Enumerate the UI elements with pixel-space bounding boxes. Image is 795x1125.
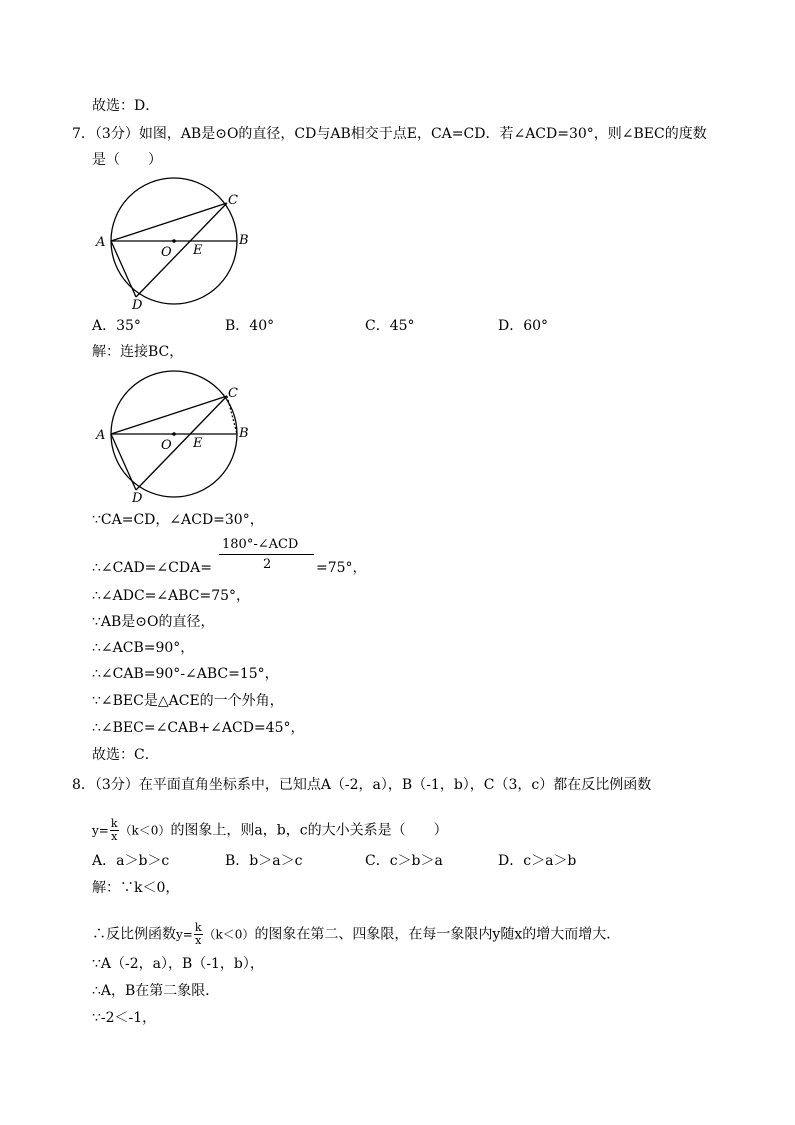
label-e-2: E <box>193 436 203 451</box>
q7-step-1: ∵CA=CD，∠ACD=30°， <box>92 512 264 528</box>
q8-solution-2-numerator: k <box>194 921 202 934</box>
q7-step-2-suffix: =75°， <box>316 560 367 576</box>
q8-option-a: A．a＞b＞c <box>92 853 170 869</box>
q7-solution-intro: 解：连接BC， <box>92 344 184 360</box>
q7-option-d: D．60° <box>498 318 549 334</box>
q8-option-c: C．c＞b＞a <box>365 853 443 869</box>
q7-option-b: B．40° <box>225 318 275 334</box>
label-o-2: O <box>161 438 172 453</box>
q8-solution-2-denominator: x <box>195 934 202 947</box>
q7-answer: 故选：C． <box>92 747 159 763</box>
q8-solution-2 <box>92 922 620 947</box>
q8-stem-line2 <box>92 818 448 843</box>
q7-option-c: C．45° <box>365 318 415 334</box>
q8-func-denominator: x <box>111 830 118 843</box>
q7-solution-figure <box>92 368 267 508</box>
q8-solution-1: 解：∵k＜0， <box>92 880 180 896</box>
q7-step-3: ∴∠ADC=∠ABC=75°， <box>92 588 251 604</box>
q8-stem-line1: 8．（3分）在平面直角坐标系中，已知点A（-2，a），B（-1，b），C（3，c）都在反比例函数 <box>72 777 652 793</box>
q7-stem-line2: 是（ ） <box>92 152 162 168</box>
label-o: O <box>161 245 172 260</box>
q8-stem-line2-suffix: 的图象上，则a，b，c的大小关系是（ ） <box>170 822 448 839</box>
q7-option-a: A．35° <box>92 318 141 334</box>
q8-solution-2-fraction <box>194 922 203 947</box>
label-b-2: B <box>239 426 249 441</box>
label-b: B <box>239 233 249 248</box>
q7-step-4: ∵AB是⊙O的直径， <box>92 614 215 630</box>
q7-step-2-fraction-bar <box>219 554 314 555</box>
q8-func-fraction <box>110 818 119 843</box>
q7-stem-line1: 7．（3分）如图，AB是⊙O的直径，CD与AB相交于点E，CA=CD．若∠ACD=30°，则∠BEC的度数 <box>72 126 707 142</box>
label-a: A <box>96 235 106 250</box>
q8-solution-2-condition: （k＜0） <box>203 927 255 942</box>
q8-solution-2-func-prefix: y= <box>176 927 193 942</box>
q8-solution-3: ∵A（-2，a），B（-1，b）， <box>92 956 264 972</box>
label-e: E <box>193 243 203 258</box>
label-c-2: C <box>228 386 238 401</box>
q7-step-7: ∵∠BEC是△ACE的一个外角， <box>92 693 284 709</box>
q7-step-2-denominator: 2 <box>263 557 272 572</box>
q7-step-8: ∴∠BEC=∠CAB+∠ACD=45°， <box>92 720 305 736</box>
q8-func-numerator: k <box>110 817 118 830</box>
label-c: C <box>228 193 238 208</box>
q7-figure-circle <box>92 176 267 311</box>
q7-step-2-numerator: 180°-∠ACD <box>222 537 299 552</box>
q8-solution-4: ∴A，B在第二象限． <box>92 983 220 999</box>
q7-step-5: ∴∠ACB=90°， <box>92 640 195 656</box>
q8-option-b: B．b＞a＞c <box>225 853 303 869</box>
q8-func-condition: （k＜0） <box>119 823 171 838</box>
q8-solution-2-prefix: ∴反比例函数 <box>92 926 176 943</box>
q8-func-prefix: y= <box>92 823 109 838</box>
q7-step-6: ∴∠CAB=90°-∠ABC=15°， <box>92 666 279 682</box>
q8-solution-2-suffix: 的图象在第二、四象限，在每一象限内y随x的增大而增大． <box>254 926 621 943</box>
label-d: D <box>132 298 143 311</box>
label-a-2: A <box>96 428 106 443</box>
q8-solution-5: ∵-2＜-1， <box>92 1010 157 1026</box>
label-d-2: D <box>132 491 143 506</box>
previous-answer: 故选：D． <box>92 98 160 114</box>
q7-step-2-prefix: ∴∠CAD=∠CDA= <box>92 560 212 576</box>
q8-option-d: D．c＞a＞b <box>498 853 577 869</box>
